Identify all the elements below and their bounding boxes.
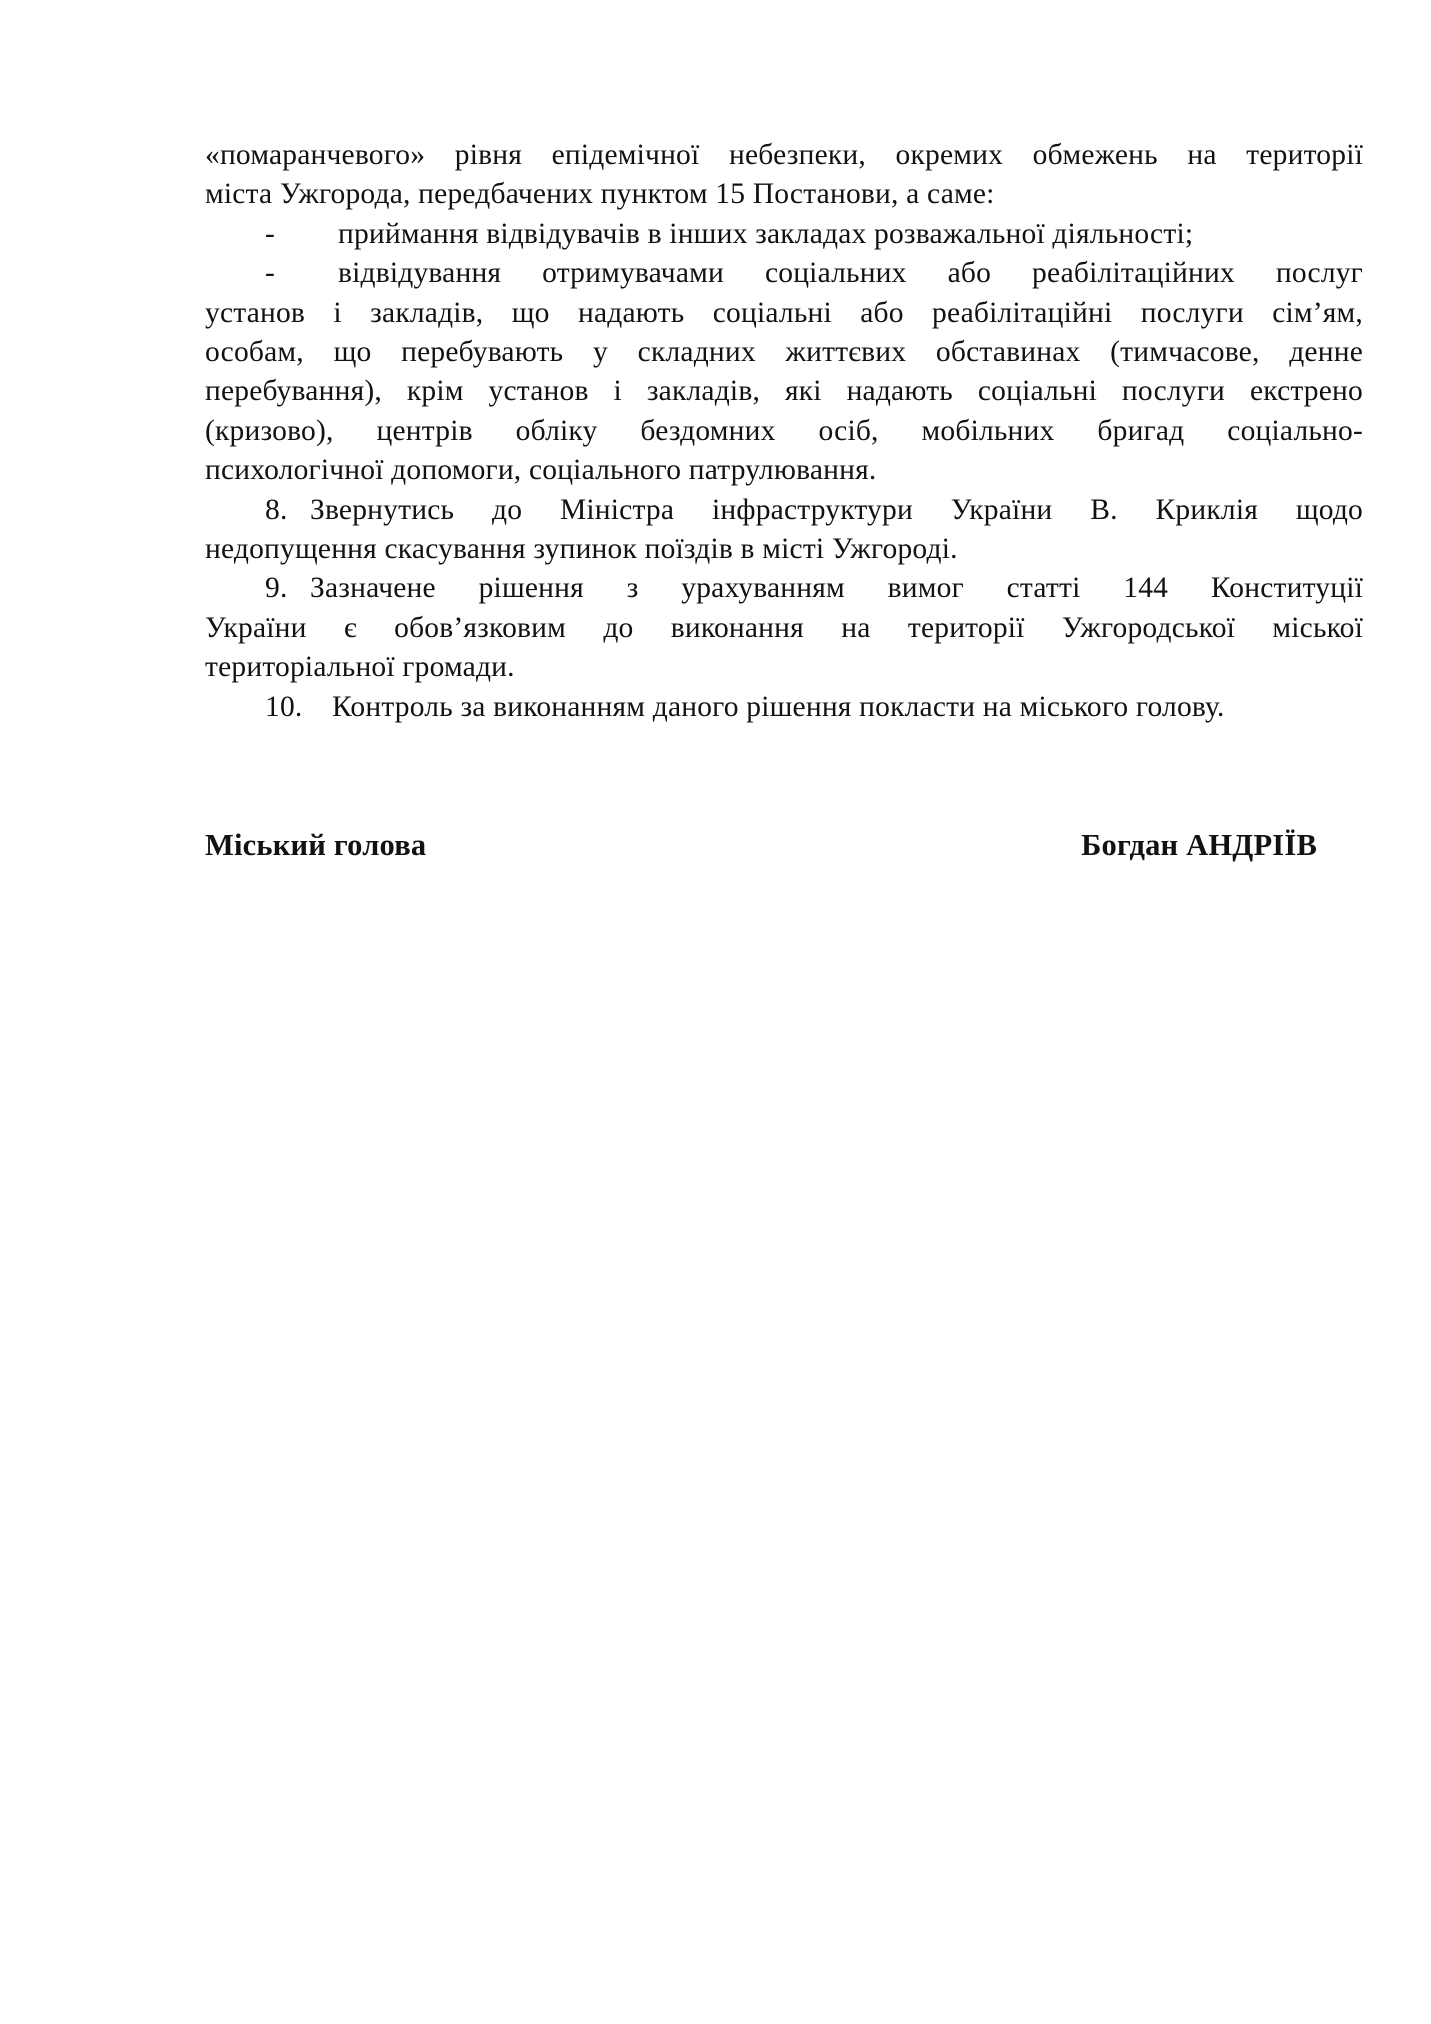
signature-row xyxy=(205,826,1363,865)
document-line xyxy=(205,254,1363,293)
document-line-text: відвідування отримувачами соціальних або реабілітаційних послуг xyxy=(338,257,1363,290)
document-line: міста Ужгорода, передбачених пунктом 15 Постанови, а саме: xyxy=(205,178,995,211)
document-line xyxy=(205,569,1363,608)
document-line-text: Зазначене рішення з урахуванням вимог статті 144 Конституції xyxy=(310,572,1363,605)
document-line-text: приймання відвідувачів в інших закладах розважальної діяльності; xyxy=(338,217,1194,250)
document-line: психологічної допомоги, соціального патрулювання. xyxy=(205,454,877,487)
document-line: установ і закладів, що надають соціальні або реабілітаційні послуги сім’ям, xyxy=(205,296,1363,329)
list-marker: 10. xyxy=(265,690,303,723)
list-marker: - xyxy=(265,257,276,290)
signature-name: Богдан АНДРІЇВ xyxy=(1081,828,1317,863)
document-line: України є обов’язковим до виконання на території Ужгородської міської xyxy=(205,611,1363,644)
document-line xyxy=(205,215,1363,254)
document-line: територіальної громади. xyxy=(205,651,515,684)
document-body xyxy=(205,136,1363,866)
document-line: недопущення скасування зупинок поїздів в місті Ужгороді. xyxy=(205,533,958,566)
document-line-text: Звернутись до Міністра інфраструктури України В. Криклія щодо xyxy=(310,493,1363,526)
document-line: «помаранчевого» рівня епідемічної небезпеки, окремих обмежень на території xyxy=(205,139,1363,171)
document-line-text: Контроль за виконанням даного рішення покласти на міського голову. xyxy=(332,690,1225,723)
document-line: перебування), крім установ і закладів, які надають соціальні послуги екстрено xyxy=(205,375,1363,408)
document-line: (кризово), центрів обліку бездомних осіб, мобільних бригад соціально- xyxy=(205,414,1363,447)
list-marker: - xyxy=(265,217,276,250)
signature-title: Міський голова xyxy=(205,828,427,863)
list-marker: 9. xyxy=(265,572,288,605)
document-line xyxy=(205,688,1363,727)
list-marker: 8. xyxy=(265,493,288,526)
document-line xyxy=(205,491,1363,530)
document-line: особам, що перебувають у складних життєвих обставинах (тимчасове, денне xyxy=(205,336,1363,369)
